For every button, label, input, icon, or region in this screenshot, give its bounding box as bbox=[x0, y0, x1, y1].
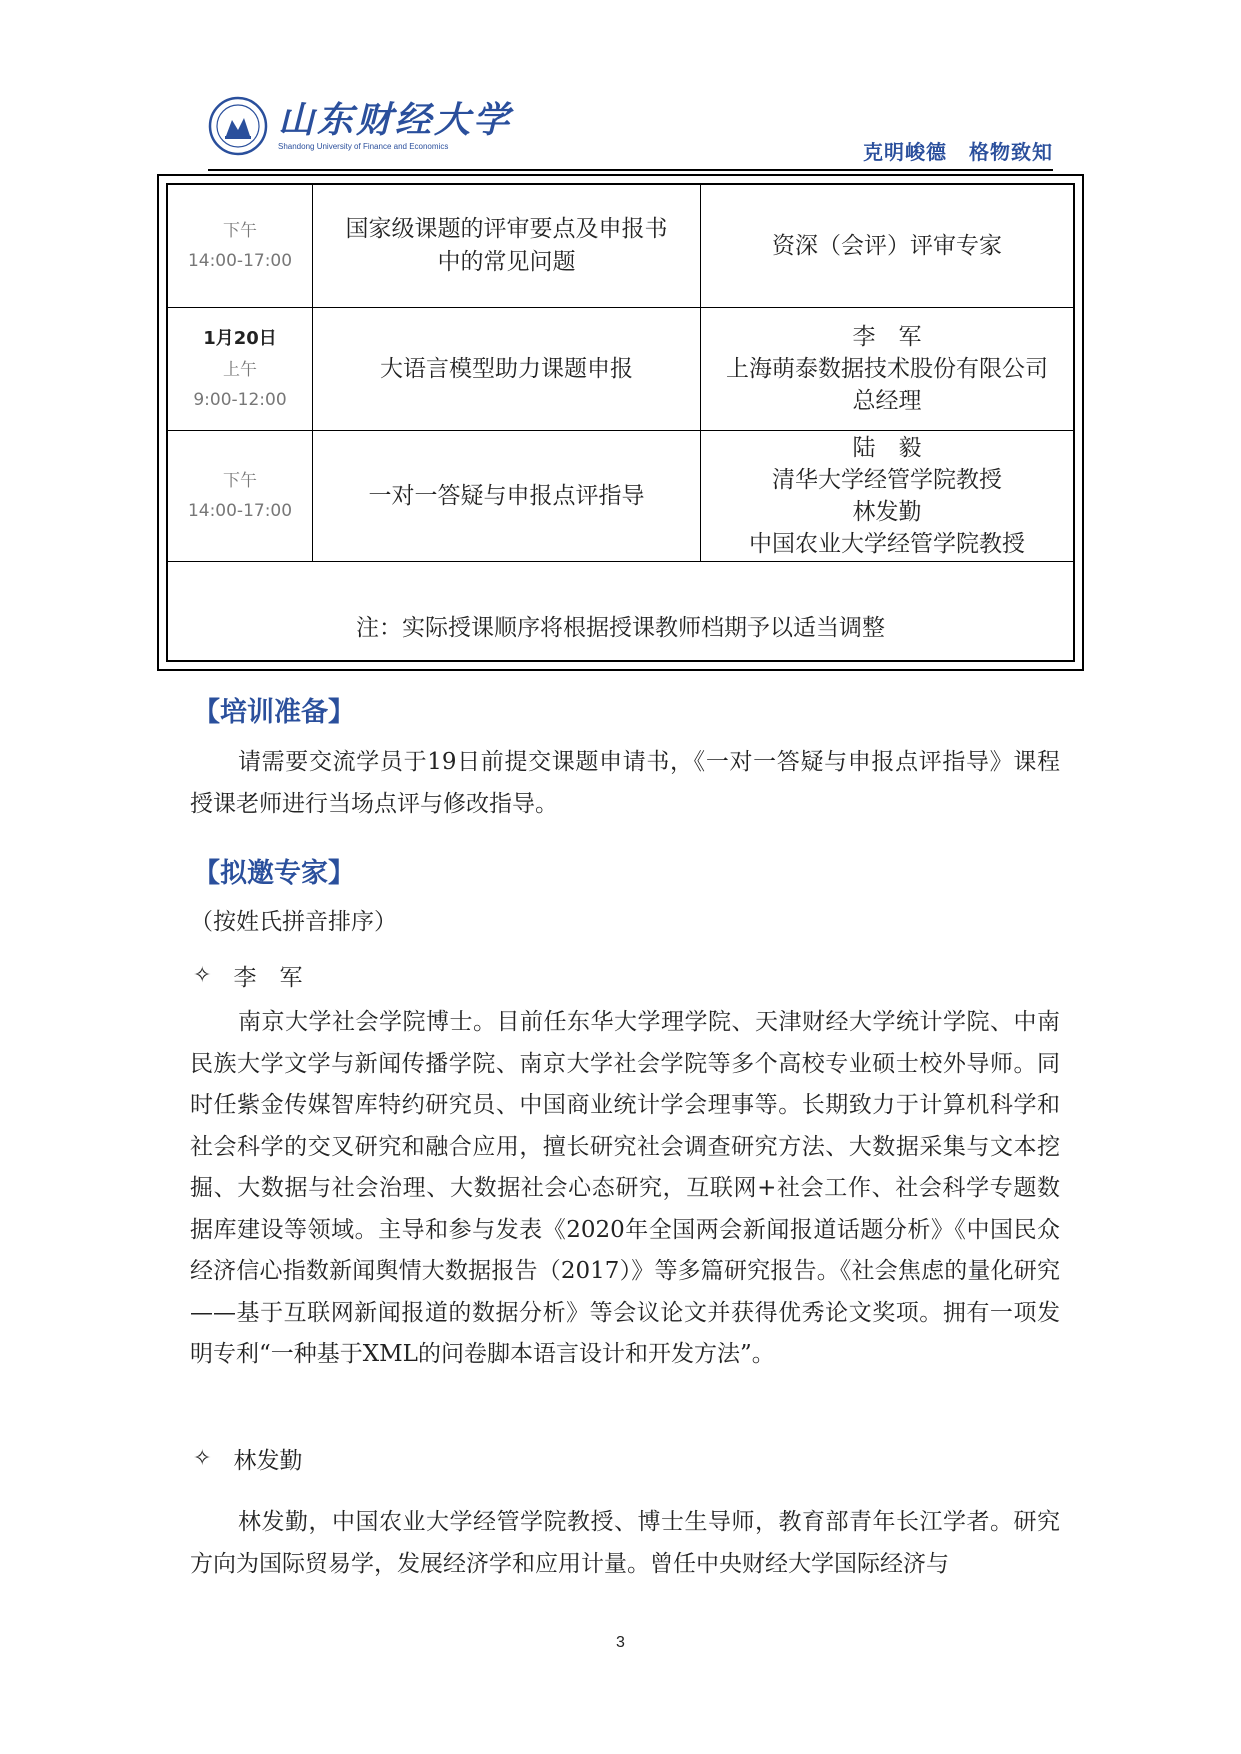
period-label: 下午 bbox=[223, 471, 257, 491]
period-label: 上午 bbox=[223, 360, 257, 380]
expert-name: 李 军 bbox=[233, 965, 303, 991]
experts-section-title: 【拟邀专家】 bbox=[193, 858, 355, 889]
speaker-line: 中国农业大学经管学院教授 bbox=[749, 531, 1025, 557]
diamond-bullet-icon: ✧ bbox=[193, 1446, 212, 1471]
university-seal-icon bbox=[208, 96, 268, 156]
speaker-line: 陆 毅 bbox=[852, 435, 922, 461]
schedule-table bbox=[157, 174, 1084, 671]
logo-chinese-name: 山东财经大学 bbox=[278, 99, 513, 141]
table-row bbox=[168, 308, 1073, 431]
time-cell bbox=[168, 185, 313, 307]
date-label: 1月20日 bbox=[203, 328, 277, 349]
speaker-cell bbox=[701, 431, 1073, 561]
expert-heading bbox=[193, 959, 302, 992]
expert-name: 林发勤 bbox=[233, 1448, 303, 1474]
speaker-cell bbox=[701, 185, 1073, 307]
prep-section-title: 【培训准备】 bbox=[193, 697, 355, 728]
topic-line: 一对一答疑与申报点评指导 bbox=[368, 482, 645, 509]
motto-part-2: 格物致知 bbox=[969, 140, 1053, 164]
expert-heading bbox=[193, 1442, 302, 1475]
speaker-cell bbox=[701, 308, 1073, 430]
expert-bio: 林发勤，中国农业大学经管学院教授、博士生导师，教育部青年长江学者。研究方向为国际贸易学，发展经济学和应用计量。曾任中央财经大学国际经济与 bbox=[190, 1509, 1060, 1577]
topic-line: 中的常见问题 bbox=[437, 249, 576, 275]
speaker-line: 李 军 bbox=[852, 324, 922, 350]
university-logo bbox=[208, 96, 512, 156]
topic-line: 大语言模型助力课题申报 bbox=[380, 355, 633, 382]
time-range: 9:00-12:00 bbox=[193, 390, 287, 410]
diamond-bullet-icon: ✧ bbox=[193, 963, 212, 988]
topic-cell bbox=[313, 308, 701, 430]
topic-cell bbox=[313, 431, 701, 561]
logo-english-name: Shandong University of Finance and Economics bbox=[278, 142, 449, 151]
topic-cell bbox=[313, 185, 701, 307]
time-cell bbox=[168, 431, 313, 561]
time-range: 14:00-17:00 bbox=[187, 501, 293, 521]
schedule-note: 注：实际授课顺序将根据授课教师档期予以适当调整 bbox=[356, 614, 885, 641]
prep-paragraph: 请需要交流学员于19日前提交课题申请书，《一对一答疑与申报点评指导》课程授课老师进行当场点评与修改指导。 bbox=[190, 749, 1060, 817]
time-range: 14:00-17:00 bbox=[187, 251, 293, 271]
table-row bbox=[168, 185, 1073, 308]
period-label: 下午 bbox=[223, 221, 257, 241]
header-divider bbox=[208, 169, 1053, 171]
motto-part-1: 克明峻德 bbox=[863, 140, 947, 164]
university-motto bbox=[863, 136, 1053, 165]
expert-bio: 南京大学社会学院博士。目前任东华大学理学院、天津财经大学统计学院、中南民族大学文学与新闻传播学院、南京大学社会学院等多个高校专业硕士校外导师。同时任紫金传媒智库特约研究员、中国商业统计学会理事等。长期致力于计算机科学和社会科学的交叉研究和融合应用，擅长研究社会调查研究方法、大数据采集与文本挖掘、大数据与社会治理、大数据社会心态研究，互联网+社会工作、社会科学专题数据库建设等领域。主导和参与发表《2020年全国两会新闻报道话题分析》《中国民众经济信心指数新闻舆情大数据报告（2017）》等多篇研究报告。《社会焦虑的量化研究——基于互联网新闻报道的数据分析》等会议论文并获得优秀论文奖项。拥有一项发明专利“一种基于XML的问卷脚本语言设计和开发方法”。 bbox=[190, 1009, 1060, 1367]
experts-order-note: （按姓氏拼音排序） bbox=[190, 909, 397, 935]
topic-line: 国家级课题的评审要点及申报书 bbox=[345, 216, 668, 242]
page-number: 3 bbox=[616, 1634, 625, 1651]
speaker-line: 林发勤 bbox=[852, 499, 922, 525]
page-header bbox=[208, 96, 1053, 166]
time-cell bbox=[168, 308, 313, 430]
speaker-line: 资深（会评）评审专家 bbox=[772, 233, 1002, 259]
speaker-line: 上海萌泰数据技术股份有限公司 bbox=[726, 356, 1048, 382]
table-row bbox=[168, 431, 1073, 562]
speaker-line: 清华大学经管学院教授 bbox=[772, 467, 1002, 493]
speaker-line: 总经理 bbox=[852, 388, 922, 414]
